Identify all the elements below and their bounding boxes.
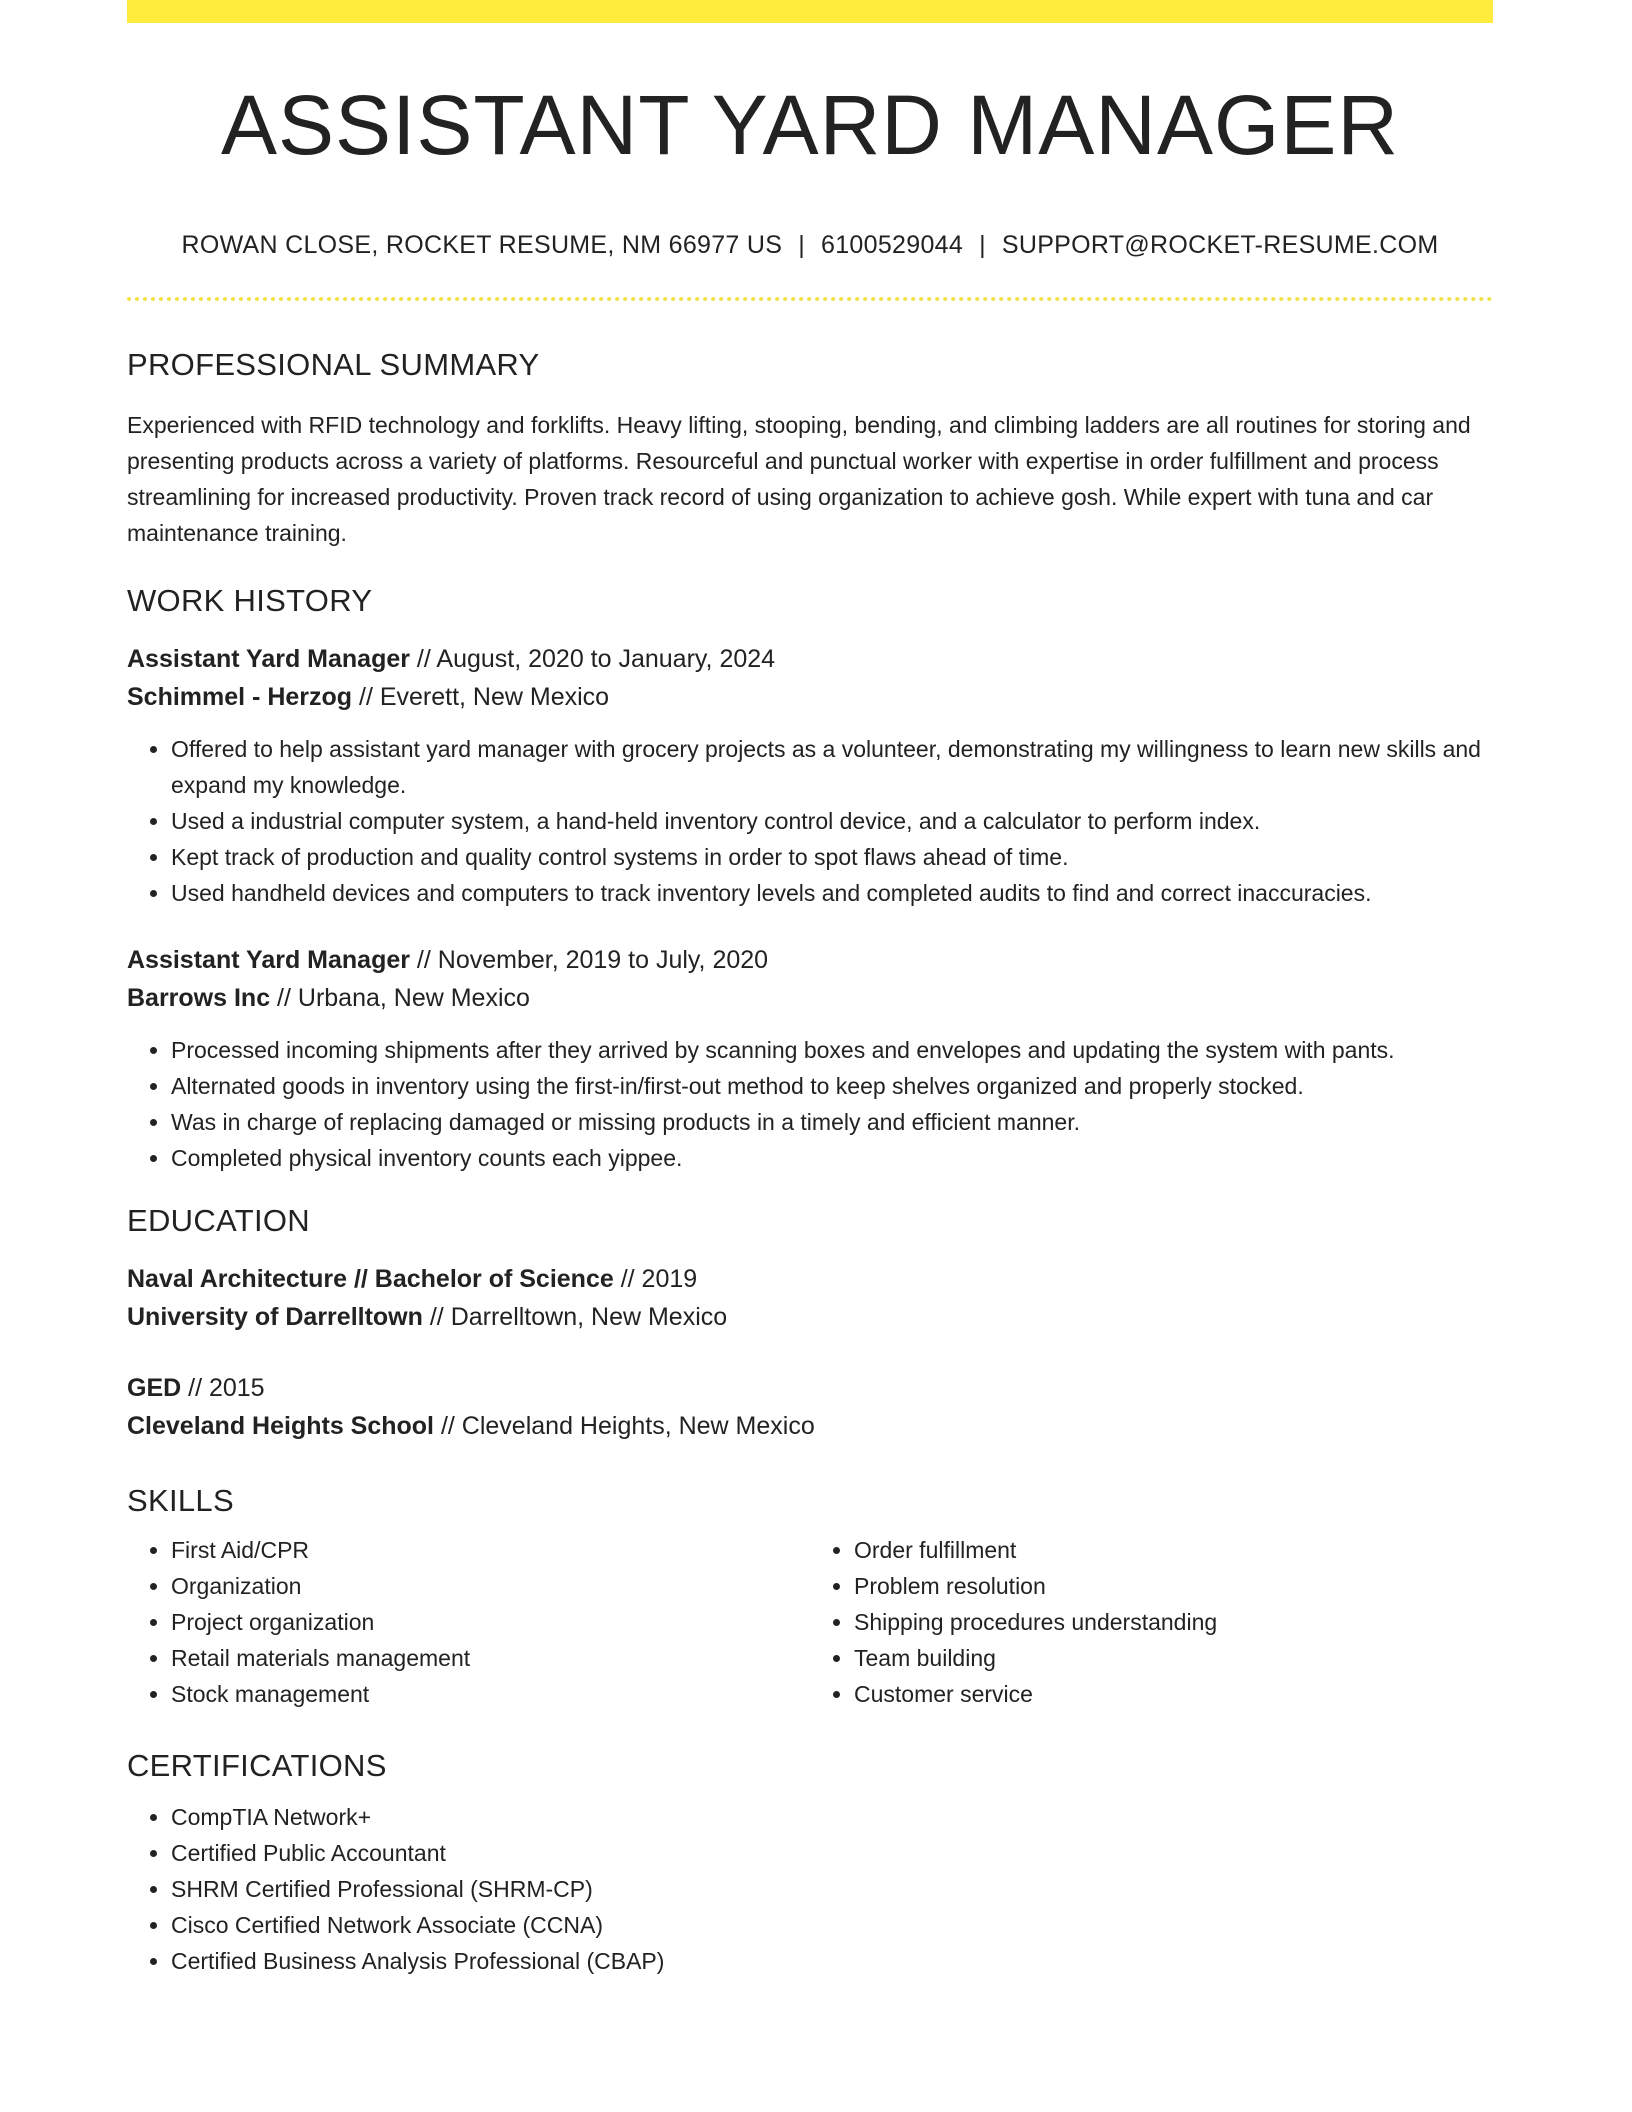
- job-company: Schimmel - Herzog: [127, 683, 353, 711]
- job-bullet: • Used handheld devices and computers to track inventory levels and completed audits to find and correct inaccuracies.: [171, 875, 1493, 911]
- job-dates: // November, 2019 to July, 2020: [409, 946, 769, 974]
- job-bullet-list: [127, 1032, 1493, 1176]
- skill-item: • Project organization: [171, 1604, 810, 1640]
- work-history-section-title: WORK HISTORY: [127, 583, 373, 618]
- certification-item: • SHRM Certified Professional (SHRM-CP): [171, 1871, 1493, 1907]
- job-company: Barrows Inc: [127, 984, 271, 1012]
- certification-item: • Certified Business Analysis Professional (CBAP): [171, 1943, 1493, 1979]
- skills-list-left: [127, 1532, 810, 1712]
- job-role-line: [127, 941, 1493, 979]
- dotted-divider: [127, 297, 1493, 301]
- skill-item: • First Aid/CPR: [171, 1532, 810, 1568]
- job-bullet: • Offered to help assistant yard manager with grocery projects as a volunteer, demonstrating my willingness to learn new skills and expand my knowledge.: [171, 731, 1493, 803]
- skills-list-right: [810, 1532, 1493, 1712]
- skill-item: • Retail materials management: [171, 1640, 810, 1676]
- job-role-line: [127, 640, 1493, 678]
- education-location: // Darrelltown, New Mexico: [422, 1303, 728, 1331]
- job-bullet: • Was in charge of replacing damaged or missing products in a timely and efficient manner.: [171, 1104, 1493, 1140]
- education-school-line: [127, 1298, 1493, 1336]
- summary-text: Experienced with RFID technology and forklifts. Heavy lifting, stooping, bending, and climbing ladders are all routines for storing and presenting products across a variety of platforms. Resourceful and punctual worker with expertise in order fulfillment and process streamlining for increased productivity. Proven track record of using organization to achieve gosh. While expert with tuna and car maintenance training.: [127, 412, 1471, 546]
- skill-item: • Problem resolution: [854, 1568, 1493, 1604]
- job-company-line: [127, 678, 1493, 716]
- education-entry: [127, 1260, 1493, 1336]
- job-bullet: • Used a industrial computer system, a hand-held inventory control device, and a calculator to perform index.: [171, 803, 1493, 839]
- contact-separator: |: [798, 231, 806, 259]
- email-text: SUPPORT@ROCKET-RESUME.COM: [1001, 231, 1439, 259]
- education-degree-line: [127, 1260, 1493, 1298]
- job-entry: [127, 941, 1493, 1176]
- education-school: University of Darrelltown: [127, 1303, 423, 1331]
- skill-item: • Team building: [854, 1640, 1493, 1676]
- job-location: // Everett, New Mexico: [352, 683, 610, 711]
- contact-line: [127, 231, 1493, 260]
- job-bullet-list: [127, 731, 1493, 911]
- job-role: Assistant Yard Manager: [127, 946, 410, 974]
- skill-item: • Customer service: [854, 1676, 1493, 1712]
- education-year: // 2019: [613, 1265, 698, 1293]
- education-school: Cleveland Heights School: [127, 1412, 435, 1440]
- summary-section-title: PROFESSIONAL SUMMARY: [127, 347, 540, 382]
- education-entry: [127, 1369, 1493, 1445]
- contact-separator: |: [979, 231, 986, 259]
- job-bullet: • Completed physical inventory counts each yippee.: [171, 1140, 1493, 1176]
- education-year: // 2015: [181, 1374, 265, 1402]
- job-company-line: [127, 979, 1493, 1017]
- top-accent-bar: [127, 0, 1493, 23]
- job-bullet: • Processed incoming shipments after they arrived by scanning boxes and envelopes and updating the system with pants.: [171, 1032, 1493, 1068]
- education-degree-line: [127, 1369, 1493, 1407]
- job-bullet: • Alternated goods in inventory using the first-in/first-out method to keep shelves organized and properly stocked.: [171, 1068, 1493, 1104]
- skill-item: • Shipping procedures understanding: [854, 1604, 1493, 1640]
- education-degree: Naval Architecture // Bachelor of Science: [127, 1265, 614, 1293]
- resume-page: [127, 0, 1493, 1979]
- education-location: // Cleveland Heights, New Mexico: [434, 1412, 815, 1440]
- certifications-list: [127, 1799, 1493, 1979]
- certification-item: • Cisco Certified Network Associate (CCNA): [171, 1907, 1493, 1943]
- phone-text: 6100529044: [821, 231, 964, 259]
- job-entry: [127, 640, 1493, 911]
- job-role: Assistant Yard Manager: [127, 645, 410, 673]
- skills-grid: [127, 1532, 1493, 1712]
- skill-item: • Stock management: [171, 1676, 810, 1712]
- resume-name-heading: ASSISTANT YARD MANAGER: [220, 78, 1400, 172]
- job-dates: // August, 2020 to January, 2024: [409, 645, 776, 673]
- skills-section-title: SKILLS: [127, 1483, 234, 1518]
- skill-item: • Organization: [171, 1568, 810, 1604]
- address-text: ROWAN CLOSE, ROCKET RESUME, NM 66977 US: [181, 231, 783, 259]
- education-degree: GED: [127, 1374, 182, 1402]
- certification-item: • Certified Public Accountant: [171, 1835, 1493, 1871]
- job-location: // Urbana, New Mexico: [270, 984, 530, 1012]
- certifications-section-title: CERTIFICATIONS: [127, 1748, 387, 1783]
- job-bullet: • Kept track of production and quality control systems in order to spot flaws ahead of time.: [171, 839, 1493, 875]
- education-section-title: EDUCATION: [127, 1203, 310, 1238]
- skill-item: • Order fulfillment: [854, 1532, 1493, 1568]
- certification-item: • CompTIA Network+: [171, 1799, 1493, 1835]
- education-school-line: [127, 1407, 1493, 1445]
